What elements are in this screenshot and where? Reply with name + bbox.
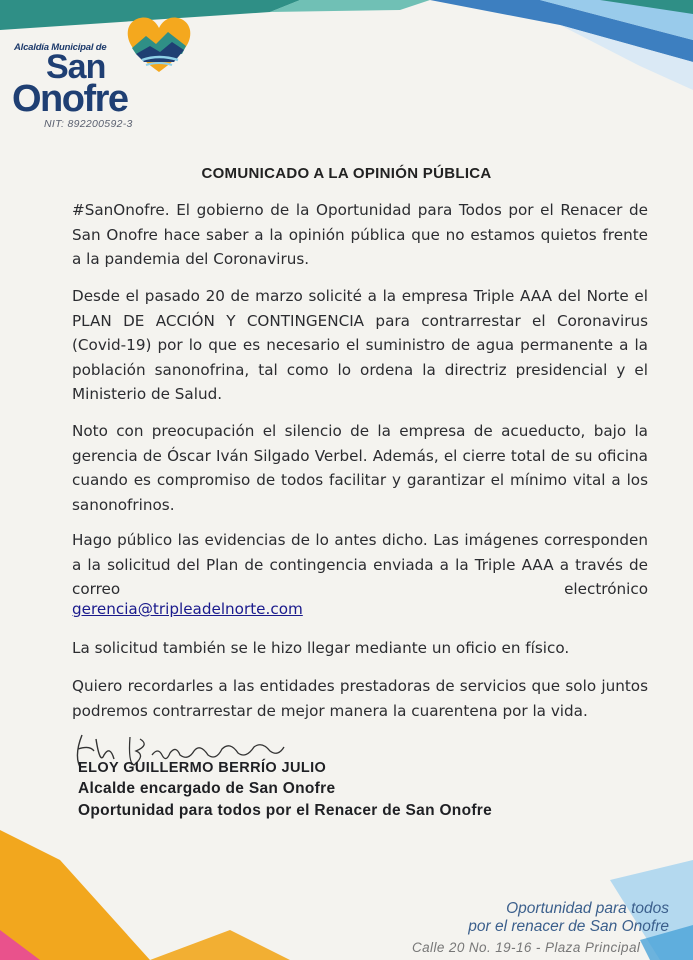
- slogan-line2: por el renacer de San Onofre: [468, 918, 669, 935]
- slogan-line1: Oportunidad para todos: [506, 900, 669, 917]
- paragraph-4: Hago público las evidencias de lo antes dicho. Las imágenes corresponden a la solicitud del Plan de contingencia enviada a la Triple AAA a través de correo electrónico: [72, 531, 648, 598]
- document-title: COMUNICADO A LA OPINIÓN PÚBLICA: [201, 165, 492, 182]
- paragraph-5: La solicitud también se le hizo llegar mediante un oficio en físico.: [72, 639, 570, 657]
- municipality-logo: [12, 14, 202, 134]
- signer-motto: Oportunidad para todos por el Renacer de San Onofre: [78, 802, 493, 819]
- nit-number: NIT: 892200592-3: [44, 118, 133, 130]
- footer-slogan: [468, 900, 669, 936]
- email-link[interactable]: gerencia@tripleadelnorte.com: [72, 600, 303, 618]
- signer-role: Alcalde encargado de San Onofre: [78, 780, 336, 797]
- footer-address: Calle 20 No. 19-16 - Plaza Principal: [412, 940, 641, 955]
- org-label: Alcaldía Municipal de: [14, 42, 107, 53]
- paragraph-6: Quiero recordarles a las entidades prestadoras de servicios que solo juntos podremos contrarrestar de mejor manera la cuarentena por la vida.: [72, 677, 648, 720]
- paragraph-2: Desde el pasado 20 de marzo solicité a la empresa Triple AAA del Norte el PLAN DE ACCIÓN Y CONTINGENCIA para contrarrestar el Coronavirus (Covid-19) por lo que es necesario el suministro de agua permanente a la población sanonofrina, tal como lo ordena la directriz presidencial y el Ministerio de Salud.: [72, 287, 648, 403]
- signer-name: ELOY GUILLERMO BERRÍO JULIO: [78, 760, 327, 776]
- heart-mountain-icon: [124, 14, 194, 76]
- paragraph-3: Noto con preocupación el silencio de la empresa de acueducto, bajo la gerencia de Óscar Iván Silgado Verbel. Además, el cierre total de su oficina cuando es compromiso de todos facilitar y garantizar el mínimo vital a los sanonofrinos.: [72, 422, 648, 514]
- email-line: [72, 597, 648, 622]
- org-name-line2: Onofre: [12, 78, 128, 120]
- footer-decoration: [0, 820, 693, 960]
- org-name-line1: San: [46, 48, 106, 86]
- paragraph-1: #SanOnofre. El gobierno de la Oportunidad para Todos por el Renacer de San Onofre hace saber a la opinión pública que no estamos quietos frente a la pandemia del Coronavirus.: [72, 201, 648, 268]
